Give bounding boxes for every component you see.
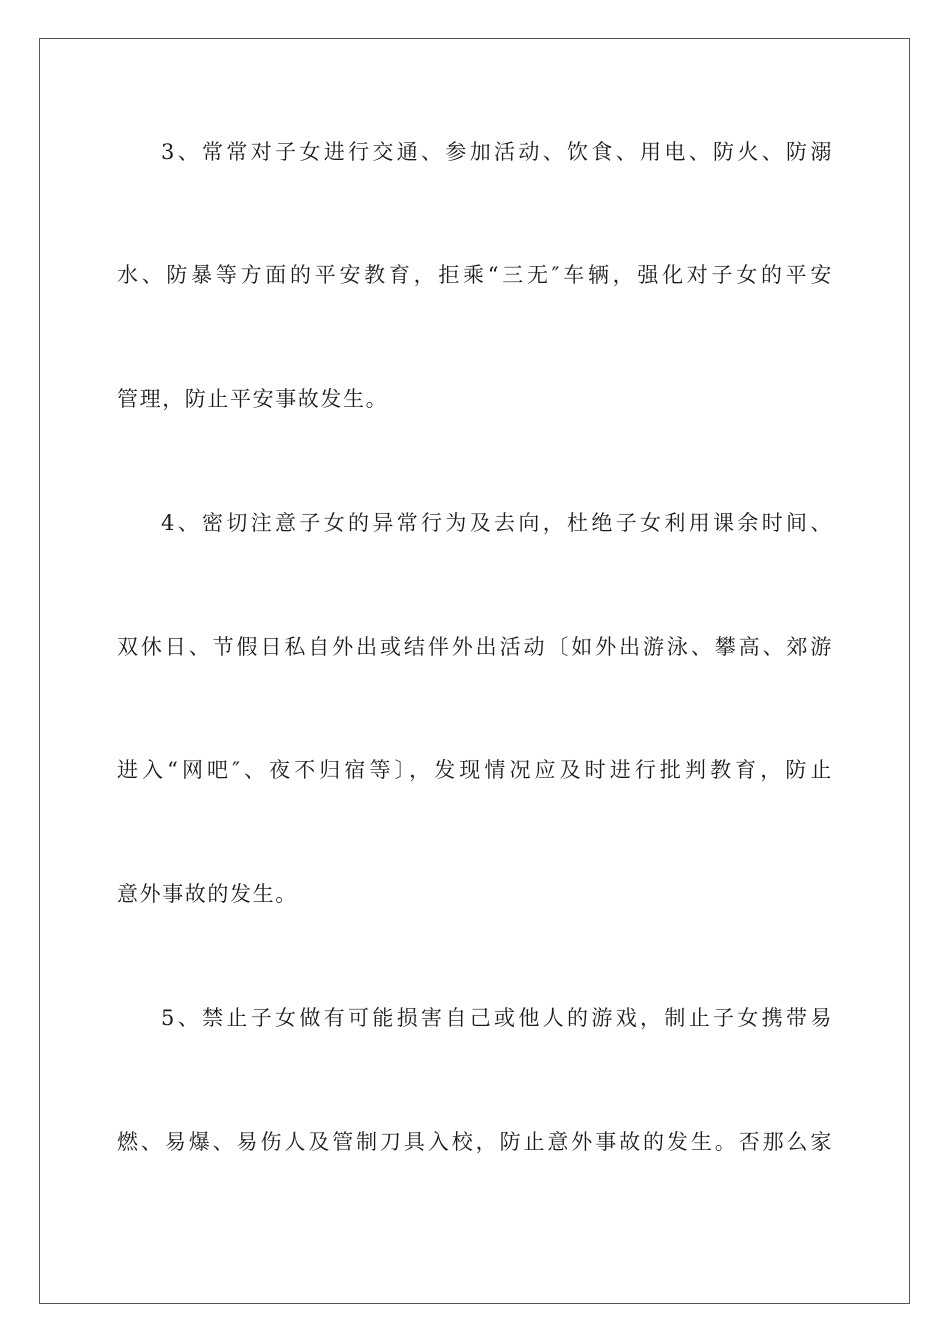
paragraph-4-line-1: 4、密切注意子女的异常行为及去向，杜绝子女利用课余时间、 [161, 511, 833, 535]
paragraph-4-line-3: 进入“网吧″、夜不归宿等〕，发现情况应及时进行批判教育，防止 [117, 758, 833, 782]
paragraph-4-line-4: 意外事故的发生。 [117, 882, 298, 906]
paragraph-3-line-2: 水、防暴等方面的平安教育，拒乘“三无″车辆，强化对子女的平安 [117, 263, 833, 287]
page-border [39, 38, 910, 1304]
paragraph-3-line-1: 3、常常对子女进行交通、参加活动、饮食、用电、防火、防溺 [161, 140, 833, 164]
paragraph-5-line-2: 燃、易爆、易伤人及管制刀具入校，防止意外事故的发生。否那么家 [117, 1130, 833, 1154]
paragraph-3-line-3: 管理，防止平安事故发生。 [117, 387, 389, 411]
paragraph-5-line-1: 5、禁止子女做有可能损害自己或他人的游戏，制止子女携带易 [161, 1006, 833, 1030]
paragraph-4-line-2: 双休日、节假日私自外出或结伴外出活动〔如外出游泳、攀高、郊游 [117, 635, 833, 659]
